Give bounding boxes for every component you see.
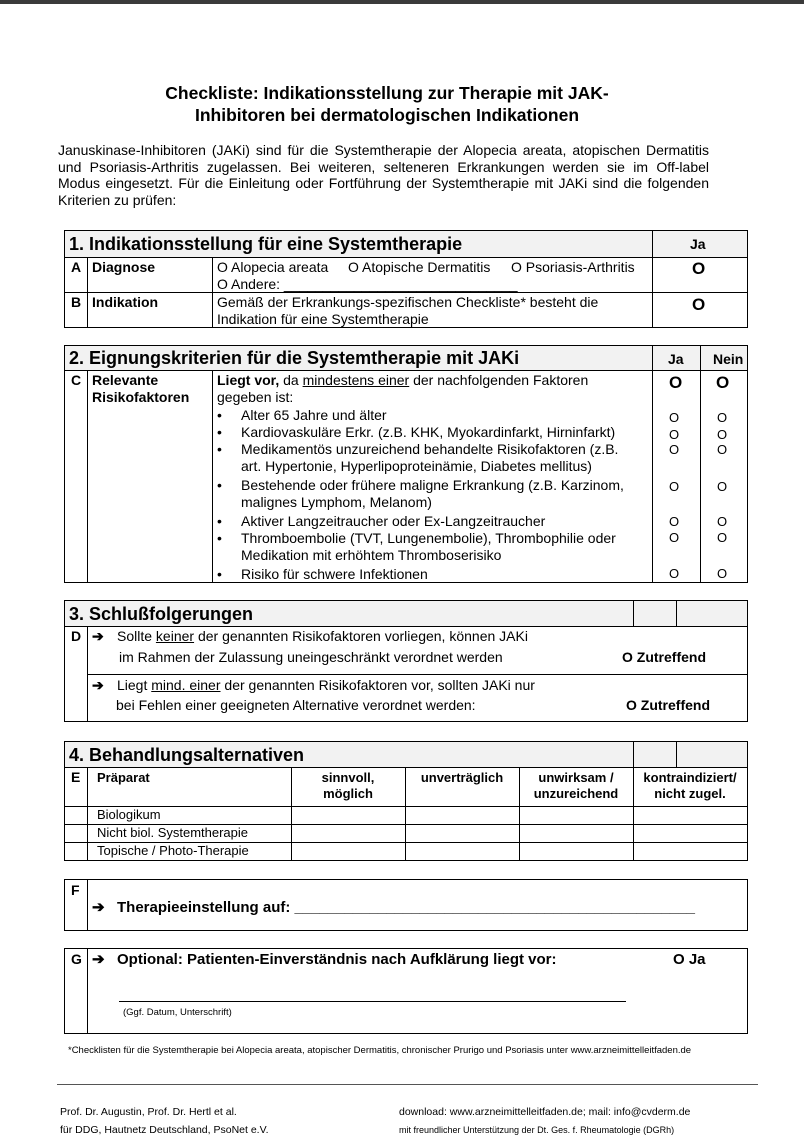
conclusion-2-zutreffend-checkbox[interactable]: O Zutreffend: [626, 697, 710, 713]
sec2-ja-header: Ja: [668, 351, 684, 367]
arrow-icon: ➔: [92, 628, 104, 644]
risk-item-infektionen-nein[interactable]: O: [717, 566, 728, 581]
risk-item-thromboembolie-ja[interactable]: O: [669, 530, 680, 545]
row-letter-c: C: [71, 372, 82, 388]
risk-item-alter-nein[interactable]: O: [717, 410, 728, 425]
risk-item-maligne-line2: malignes Lymphom, Melanom): [241, 493, 432, 510]
option-psoriasis-arthritis[interactable]: O Psoriasis-Arthritis: [511, 259, 635, 275]
risk-item-raucher-ja[interactable]: O: [669, 514, 680, 529]
section-3-schlussfolgerungen: [64, 600, 748, 722]
therapieeinstellung-field[interactable]: Therapieeinstellung auf: ________________________________________________: [117, 899, 695, 916]
row-letter-e: E: [71, 769, 81, 785]
row-letter-d: D: [71, 628, 82, 644]
table-row-biologikum: Biologikum: [97, 807, 161, 822]
indikation-ja-checkbox[interactable]: O: [692, 295, 706, 314]
section-1-title: 1. Indikationsstellung für eine Systemtherapie: [69, 234, 463, 254]
page-title: Checkliste: Indikationsstellung zur Therapie mit JAK- Inhibitoren bei dermatologischen Indikationen: [165, 83, 609, 125]
row-letter-b: B: [71, 294, 82, 310]
list-item-bullet: •: [217, 566, 222, 582]
risikofaktoren-nein-checkbox[interactable]: O: [716, 373, 730, 392]
risikofaktoren-lead: Liegt vor, da mindestens einer der nachfolgenden Faktoren: [217, 372, 589, 388]
indikation-text-line1: Gemäß der Erkrankungs-spezifischen Checkliste* besteht die: [217, 294, 599, 310]
sec2-nein-header: Nein: [713, 351, 744, 367]
section-3-title: 3. Schlußfolgerungen: [69, 604, 254, 624]
signature-caption: (Ggf. Datum, Unterschrift): [123, 1007, 232, 1018]
risikofaktoren-ja-checkbox[interactable]: O: [669, 373, 683, 392]
indikation-label: Indikation: [92, 294, 159, 310]
row-letter-g: G: [71, 951, 82, 967]
risk-item-infektionen: Risiko für schwere Infektionen: [241, 566, 428, 582]
indikation-text-line2: Indikation für eine Systemtherapie: [217, 310, 429, 327]
risk-item-alter-ja[interactable]: O: [669, 410, 680, 425]
col-unvertraeglich-header: unverträglich: [420, 770, 504, 785]
risk-item-alter: Alter 65 Jahre und älter: [241, 407, 387, 423]
conclusion-2-line1: Liegt mind. einer der genannten Risikofaktoren vor, sollten JAKi nur: [117, 677, 535, 693]
col-sinnvoll-header: sinnvoll, möglich: [321, 770, 375, 801]
risk-item-raucher-nein[interactable]: O: [717, 514, 728, 529]
table-row-topische-photo-therapie: Topische / Photo-Therapie: [97, 843, 249, 858]
risk-item-maligne-line1: Bestehende oder frühere maligne Erkrankung (z.B. Karzinom,: [241, 477, 624, 493]
risk-item-medikamentoes-ja[interactable]: O: [669, 442, 680, 457]
risk-item-kardiovaskulaer-nein[interactable]: O: [717, 427, 728, 442]
footnote: *Checklisten für die Systemtherapie bei Alopecia areata, atopischer Dermatitis, chronischer Prurigo und Psoriasis unter www.arzneimittelleitfaden.de: [68, 1045, 692, 1056]
row-letter-f: F: [71, 882, 80, 898]
section-1-indikationsstellung: [64, 230, 748, 328]
intro-paragraph: Januskinase-Inhibitoren (JAKi) sind für die Systemtherapie der Alopecia areata, atopischen Dermatitis und Psoriasis-Arthritis zugelassen. Bei weiteren, selteneren Erkrankungen werden sie im Off-label Modus eingesetzt. Für die Einleitung oder Fortführung der Systemtherapie mit JAKi sind die folgenden Kriterien zu prüfen:: [58, 142, 709, 208]
section-4-behandlungsalternativen: [64, 741, 748, 861]
risk-item-thromboembolie-line2: Medikation mit erhöhtem Thromboserisiko: [241, 546, 502, 563]
einverstaendnis-ja-checkbox[interactable]: O Ja: [673, 951, 706, 968]
list-item-bullet: •: [217, 530, 222, 546]
list-item-bullet: •: [217, 407, 222, 423]
section-4-title: 4. Behandlungsalternativen: [69, 745, 305, 765]
table-row-nicht-biol-systemtherapie: Nicht biol. Systemtherapie: [97, 825, 249, 840]
risk-item-kardiovaskulaer: Kardiovaskuläre Erkr. (z.B. KHK, Myokardinfarkt, Hirninfarkt): [241, 424, 616, 440]
section-2-title: 2. Eignungskriterien für die Systemtherapie mit JAKi: [69, 348, 520, 368]
conclusion-1-zutreffend-checkbox[interactable]: O Zutreffend: [622, 649, 706, 665]
sec1-ja-header: Ja: [690, 236, 706, 252]
section-g-einverstaendnis: [64, 948, 748, 1034]
risikofaktoren-label-line1: Relevante: [92, 372, 159, 388]
option-alopecia-areata[interactable]: O Alopecia areata: [217, 259, 329, 275]
conclusion-1-line1: Sollte keiner der genannten Risikofaktoren vorliegen, können JAKi: [117, 628, 528, 644]
arrow-icon: ➔: [92, 899, 105, 916]
signature-line[interactable]: [119, 1001, 626, 1002]
risikofaktoren-label-line2: Risikofaktoren: [92, 388, 190, 405]
risk-item-infektionen-ja[interactable]: O: [669, 566, 680, 581]
conclusion-2-line2: bei Fehlen einer geeigneten Alternative verordnet werden:: [116, 697, 476, 713]
list-item-bullet: •: [217, 513, 222, 529]
col-praeparat-header: Präparat: [97, 770, 150, 785]
footer-authors: Prof. Dr. Augustin, Prof. Dr. Hertl et al.: [60, 1106, 237, 1118]
risk-item-thromboembolie-line1: Thromboembolie (TVT, Lungenembolie), Thrombophilie oder: [241, 530, 616, 546]
arrow-icon: ➔: [92, 677, 104, 693]
section-f-therapieeinstellung: [64, 879, 748, 931]
footer-organizations: für DDG, Hautnetz Deutschland, PsoNet e.V.: [60, 1124, 269, 1136]
col-unwirksam-header: unwirksam / unzureichend: [533, 770, 619, 801]
window-top-bar: [0, 0, 804, 4]
footer-download: download: www.arzneimittelleitfaden.de; mail: info@cvderm.de: [399, 1106, 691, 1118]
diagnose-ja-checkbox[interactable]: O: [692, 259, 706, 278]
risikofaktoren-lead-line2: gegeben ist:: [217, 388, 294, 405]
row-letter-a: A: [71, 259, 82, 275]
risk-item-kardiovaskulaer-ja[interactable]: O: [669, 427, 680, 442]
list-item-bullet: •: [217, 441, 222, 457]
risk-item-medikamentoes-line2: art. Hypertonie, Hyperlipoproteinämie, Diabetes mellitus): [241, 457, 592, 474]
risk-item-medikamentoes-nein[interactable]: O: [717, 442, 728, 457]
list-item-bullet: •: [217, 424, 222, 440]
conclusion-1-line2: im Rahmen der Zulassung uneingeschränkt verordnet werden: [119, 649, 503, 665]
einverstaendnis-text: Optional: Patienten-Einverständnis nach Aufklärung liegt vor:: [117, 951, 557, 968]
risk-item-thromboembolie-nein[interactable]: O: [717, 530, 728, 545]
risk-item-maligne-ja[interactable]: O: [669, 479, 680, 494]
diagnose-label: Diagnose: [92, 259, 156, 275]
footer-divider: [57, 1084, 758, 1085]
risk-item-maligne-nein[interactable]: O: [717, 479, 728, 494]
risk-item-raucher: Aktiver Langzeitraucher oder Ex-Langzeitraucher: [241, 513, 546, 529]
col-kontraindiziert-header: kontraindiziert/ nicht zugel.: [643, 770, 737, 801]
option-atopische-dermatitis[interactable]: O Atopische Dermatitis: [348, 259, 491, 275]
list-item-bullet: •: [217, 477, 222, 493]
option-andere[interactable]: O Andere: ______________________________: [217, 275, 518, 292]
footer-support: mit freundlicher Unterstützung der Dt. Ges. f. Rheumatologie (DGRh): [399, 1125, 675, 1135]
risk-item-medikamentoes-line1: Medikamentös unzureichend behandelte Risikofaktoren (z.B.: [241, 441, 619, 457]
section-2-eignungskriterien: [64, 345, 748, 583]
arrow-icon: ➔: [92, 951, 105, 968]
